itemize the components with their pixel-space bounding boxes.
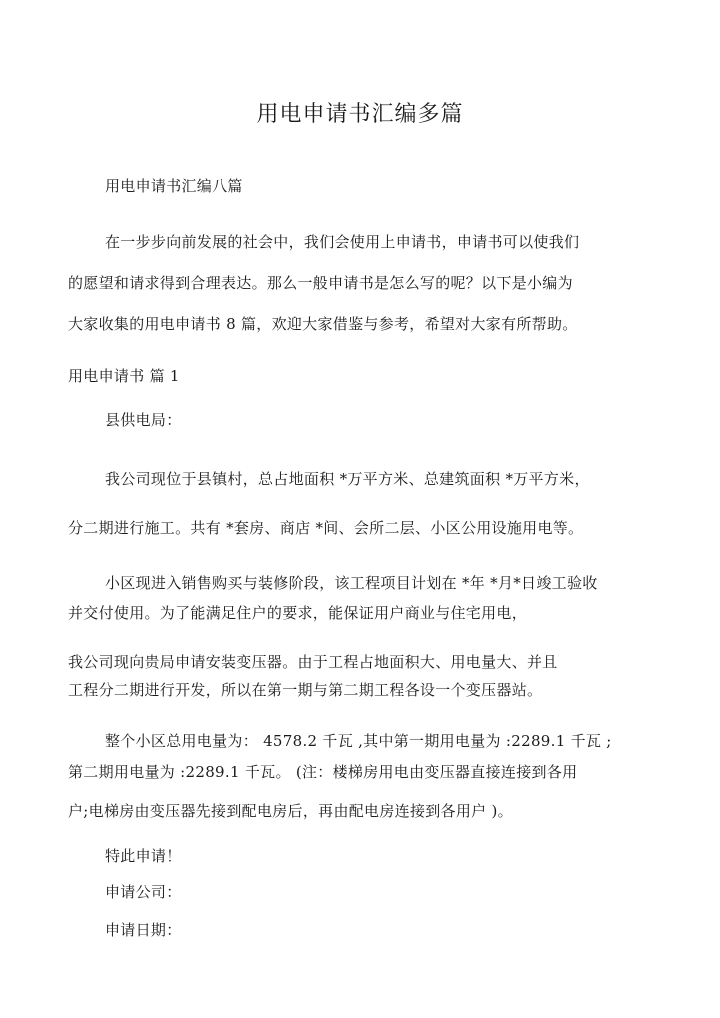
- body-line-3: 小区现进入销售购买与装修阶段，该工程项目计划在 *年 *月*日竣工验收: [105, 574, 598, 592]
- body-line-9: 户;电梯房由变压器先接到配电房后，再由配电房连接到各用户 )。: [68, 802, 513, 820]
- body-line-7: 整个小区总用电量为： 4578.2 千瓦 ,其中第一期用电量为 :2289.1 千瓦 ;: [105, 732, 612, 750]
- document-title: 用电申请书汇编多篇: [256, 102, 464, 127]
- closing: 特此申请！: [105, 847, 182, 865]
- intro-line-1: 在一步步向前发展的社会中，我们会使用上申请书，申请书可以使我们: [105, 233, 580, 251]
- body-line-8: 第二期用电量为 :2289.1 千瓦。 (注：楼梯房用电由变压器直接连接到各用: [68, 763, 578, 781]
- date-label: 申请日期：: [105, 921, 182, 939]
- intro-line-3: 大家收集的用电申请书 8 篇，欢迎大家借鉴与参考，希望对大家有所帮助。: [68, 315, 578, 333]
- company-label: 申请公司：: [105, 883, 182, 901]
- body-line-1: 我公司现位于县镇村，总占地面积 *万平方米、总建筑面积 *万平方米，: [105, 470, 590, 488]
- section-heading: 用电申请书 篇 1: [68, 367, 180, 385]
- intro-line-2: 的愿望和请求得到合理表达。那么一般申请书是怎么写的呢？以下是小编为: [68, 274, 573, 292]
- salutation: 县供电局：: [105, 411, 182, 429]
- body-line-2: 分二期进行施工。共有 *套房、商店 *间、会所二层、小区公用设施用电等。: [68, 519, 584, 537]
- body-line-6: 工程分二期进行开发，所以在第一期与第二期工程各设一个变压器站。: [68, 681, 543, 699]
- subtitle: 用电申请书汇编八篇: [105, 177, 243, 195]
- body-line-4: 并交付使用。为了能满足住户的要求，能保证用户商业与住宅用电，: [68, 604, 528, 622]
- body-line-5: 我公司现向贵局申请安装变压器。由于工程占地面积大、用电量大、并且: [68, 653, 558, 671]
